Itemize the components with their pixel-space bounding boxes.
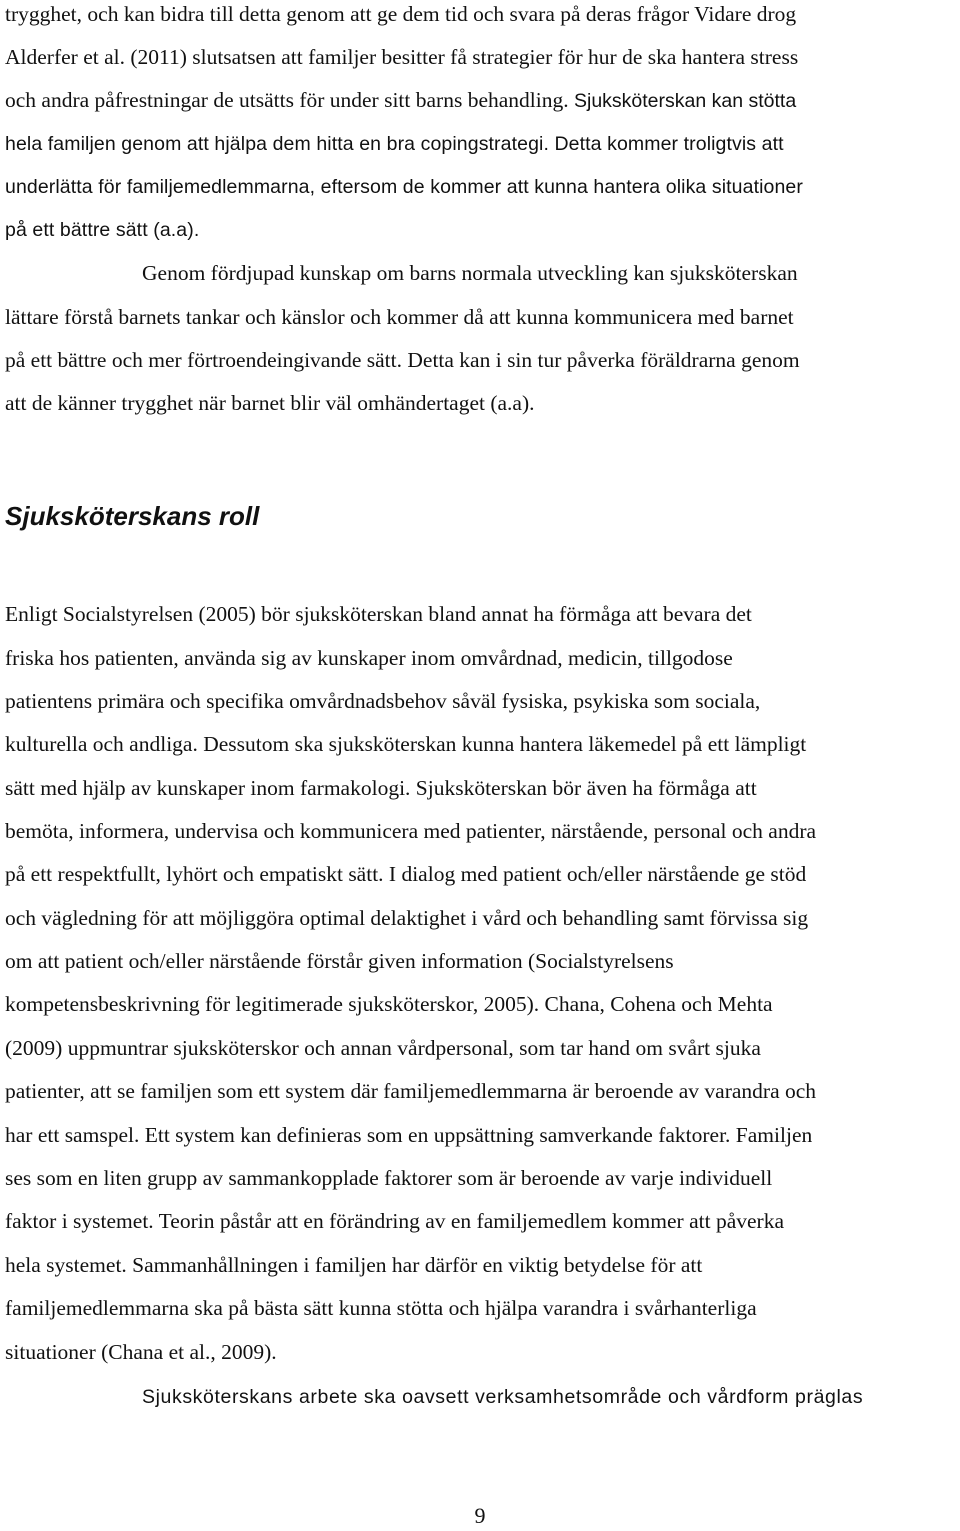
text-line: faktor i systemet. Teorin påstår att en förändring av en familjemedlem kommer att påverka [5,1209,784,1233]
text-line: underlätta för familjemedlemmarna, eftersom de kommer att kunna hantera olika situationer [5,176,803,198]
text-line: ses som en liten grupp av sammankopplade faktorer som är beroende av varje individuell [5,1166,773,1190]
text-line: har ett samspel. Ett system kan definieras som en uppsättning samverkande faktorer. Familjen [5,1123,813,1147]
text-segment: och andra påfrestningar de utsätts för under sitt barns behandling. [5,88,574,112]
text-line [5,87,796,113]
text-line: patientens primära och specifika omvårdnadsbehov såväl fysiska, psykiska som sociala, [5,689,761,713]
section-heading: Sjuksköterskans roll [5,501,260,531]
text-line: sätt med hjälp av kunskaper inom farmakologi. Sjuksköterskan bör även ha förmåga att [5,776,757,800]
text-line: hela familjen genom att hjälpa dem hitta en bra copingstrategi. Detta kommer troligtvis att [5,133,784,155]
text-line: och vägledning för att möjliggöra optimal delaktighet i vård och behandling samt förvissa sig [5,906,809,930]
text-line: trygghet, och kan bidra till detta genom att ge dem tid och svara på deras frågor Vidare drog [5,2,797,26]
text-line: Alderfer et al. (2011) slutsatsen att familjer besitter få strategier för hur de ska hantera stress [5,45,799,69]
text-line: kompetensbeskrivning för legitimerade sjuksköterskor, 2005). Chana, Cohena och Mehta [5,992,773,1016]
text-line: lättare förstå barnets tankar och känslor och kommer då att kunna kommunicera med barnet [5,305,794,329]
text-line: om att patient och/eller närstående förstår given information (Socialstyrelsens [5,949,674,973]
text-segment: Sjuksköterskan kan stötta [573,90,797,112]
text-line: (2009) uppmuntrar sjuksköterskor och annan vårdpersonal, som tar hand om svårt sjuka [5,1036,761,1060]
text-line: friska hos patienten, använda sig av kunskaper inom omvårdnad, medicin, tillgodose [5,646,733,670]
text-line: på ett respektfullt, lyhört och empatiskt sätt. I dialog med patient och/eller närstående ge stöd [5,862,807,886]
text-line: Enligt Socialstyrelsen (2005) bör sjuksköterskan bland annat ha förmåga att bevara det [5,602,752,626]
text-line: Genom fördjupad kunskap om barns normala utveckling kan sjuksköterskan [142,261,798,285]
text-line: på ett bättre och mer förtroendeingivande sätt. Detta kan i sin tur påverka föräldrarna genom [5,348,800,372]
text-line: kulturella och andliga. Dessutom ska sjuksköterskan kunna hantera läkemedel på ett lämpligt [5,732,807,756]
text-line: att de känner trygghet när barnet blir väl omhändertaget (a.a). [5,391,535,415]
page-number: 9 [474,1503,486,1528]
text-line: patienter, att se familjen som ett system där familjemedlemmarna är beroende av varandra och [5,1079,817,1103]
text-line: Sjuksköterskans arbete ska oavsett verksamhetsområde och vårdform präglas [142,1386,864,1408]
text-line: familjemedlemmarna ska på bästa sätt kunna stötta och hjälpa varandra i svårhanterliga [5,1296,757,1320]
text-line: bemöta, informera, undervisa och kommunicera med patienter, närstående, personal och andra [5,819,817,843]
text-line: hela systemet. Sammanhållningen i familjen har därför en viktig betydelse för att [5,1253,703,1277]
text-line: situationer (Chana et al., 2009). [5,1340,277,1364]
text-line: på ett bättre sätt (a.a). [5,219,200,241]
